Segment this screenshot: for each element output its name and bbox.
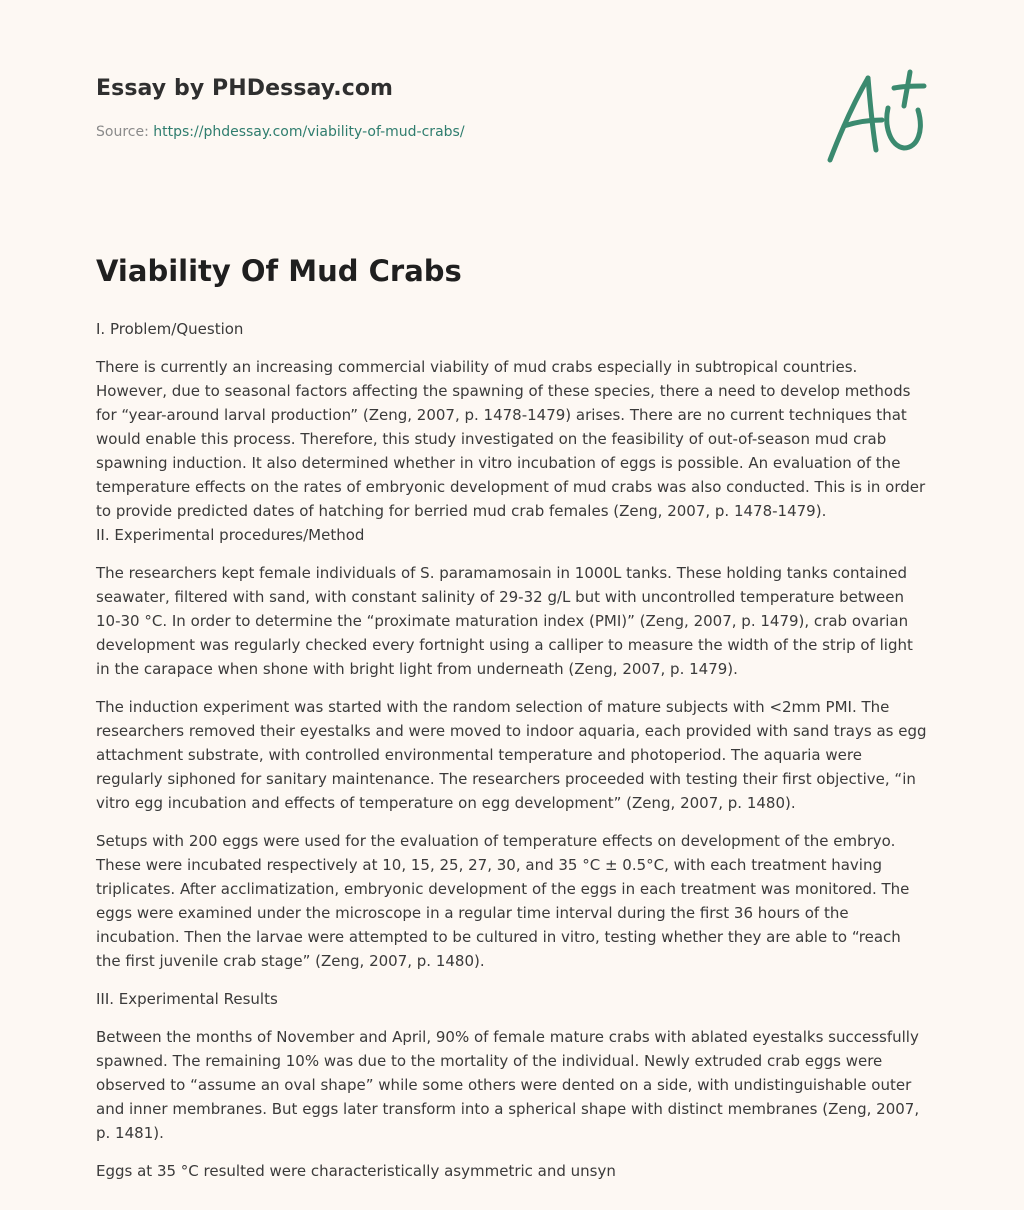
source-label: Source: (96, 124, 154, 140)
paragraph: The researchers kept female individuals of S. paramamosain in 1000L tanks. These holding tanks contained seawater, filtered with sand, with constant salinity of 29-32 g/L but with uncontrolled temperature between 10-30 °C. In order to determine the “proximate maturation index (PMI)” (Zeng, 2007, p. 1479), crab ovarian development was regularly checked every fortnight using a calliper to measure the width of the strip of light in the carapace when shone with bright light from underneath (Zeng, 2007, p. 1479). (96, 564, 913, 678)
paragraph: Eggs at 35 °C resulted were characteristically asymmetric and unsyn (96, 1162, 616, 1180)
section-heading: III. Experimental Results (96, 990, 278, 1008)
paragraph: Setups with 200 eggs were used for the evaluation of temperature effects on development of the embryo. These were incubated respectively at 10, 15, 25, 27, 30, and 35 °C ± 0.5°C, with each treatment having triplicates. After acclimatization, embryonic development of the eggs in each treatment was monitored. The eggs were examined under the microscope in a regular time interval during the first 36 hours of the incubation. Then the larvae were attempted to be cultured in vitro, testing whether they are able to “reach the first juvenile crab stage” (Zeng, 2007, p. 1480). (96, 832, 910, 970)
paragraph: Between the months of November and April, 90% of female mature crabs with ablated eyestalks successfully spawned. The remaining 10% was due to the mortality of the individual. Newly extruded crab eggs were observed to “assume an oval shape” while some others were dented on a side, with undistinguishable outer and inner membranes. But eggs later transform into a spherical shape with distinct membranes (Zeng, 2007, p. 1481). (96, 1028, 920, 1142)
header-brand: Essay by PHDessay.com (96, 76, 394, 101)
paragraph: The induction experiment was started with the random selection of mature subjects with <2mm PMI. The researchers removed their eyestalks and were moved to indoor aquaria, each provided with sand trays as egg attachment substrate, with controlled environmental temperature and photoperiod. The aquaria were regularly siphoned for sanitary maintenance. The researchers proceeded with testing their first objective, “in vitro egg incubation and effects of temperature on egg development” (Zeng, 2007, p. 1480). (96, 698, 927, 812)
paragraph: There is currently an increasing commercial viability of mud crabs especially in subtropical countries. However, due to seasonal factors affecting the spawning of these species, there a need to develop methods for “year-around larval production” (Zeng, 2007, p. 1478-1479) arises. There are no current techniques that would enable this process. Therefore, this study investigated on the feasibility of out-of-season mud crab spawning induction. It also determined whether in vitro incubation of eggs is possible. An evaluation of the temperature effects on the rates of embryonic development of mud crabs was also conducted. This is in order to provide predicted dates of hatching for berried mud crab females (Zeng, 2007, p. 1478-1479). (96, 358, 926, 520)
section-heading: I. Problem/Question (96, 320, 244, 338)
a-plus-logo-icon (818, 64, 934, 168)
section-heading: II. Experimental procedures/Method (96, 526, 365, 544)
source-link[interactable]: https://phdessay.com/viability-of-mud-crabs/ (153, 124, 465, 140)
header-source (96, 124, 465, 140)
document-body (96, 317, 930, 1197)
document-title: Viability Of Mud Crabs (96, 254, 462, 288)
